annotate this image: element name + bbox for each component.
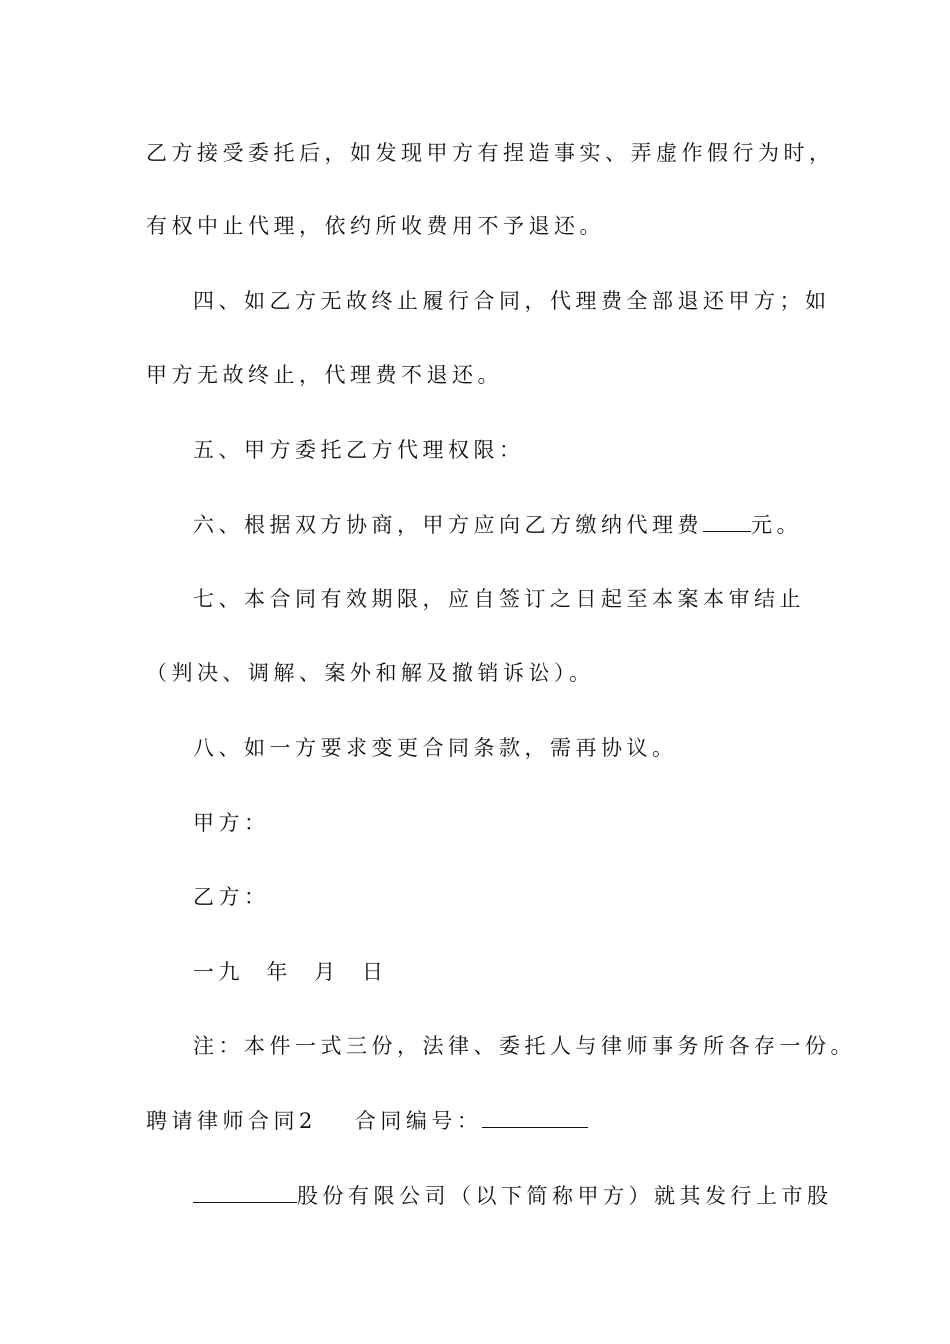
intro-paragraph-line [193, 1181, 873, 1211]
clause-six-text: 六、根据双方协商，甲方应向乙方缴纳代理费 [193, 513, 703, 537]
date-line: 一九 年 月 日 [193, 960, 388, 984]
party-a-label: 甲方： [193, 811, 270, 835]
intro-text: 股份有限公司（以下简称甲方）就其发行上市股 [297, 1184, 833, 1208]
clause-six-unit: 元。 [751, 513, 802, 537]
paragraph-line-2: 有权中止代理，依约所收费用不予退还。 [146, 214, 605, 238]
clause-eight: 八、如一方要求变更合同条款，需再协议。 [193, 736, 678, 760]
contract-title: 聘请律师合同2 [146, 1109, 317, 1133]
clause-seven-line-2: （判决、调解、案外和解及撤销诉讼）。 [146, 661, 595, 685]
clause-five: 五、甲方委托乙方代理权限： [193, 438, 525, 462]
clause-seven-line-1: 七、本合同有效期限，应自签订之日起至本案本审结止 [193, 587, 805, 611]
party-b-label: 乙方： [193, 885, 270, 909]
clause-six [193, 510, 873, 540]
contract-number-blank [482, 1107, 588, 1128]
note-line: 注：本件一式三份，法律、委托人与律师事务所各存一份。 [193, 1034, 856, 1058]
contract-number-label: 合同编号： [354, 1109, 483, 1133]
clause-four-line-2: 甲方无故终止，代理费不退还。 [146, 363, 503, 387]
company-name-blank [193, 1182, 297, 1203]
paragraph-line-1: 乙方接受委托后，如发现甲方有捏造事实、弄虚作假行为时， [146, 141, 835, 165]
contract-heading-line [146, 1106, 826, 1136]
clause-four-line-1: 四、如乙方无故终止履行合同，代理费全部退还甲方；如 [193, 289, 831, 313]
fee-blank [703, 511, 751, 532]
